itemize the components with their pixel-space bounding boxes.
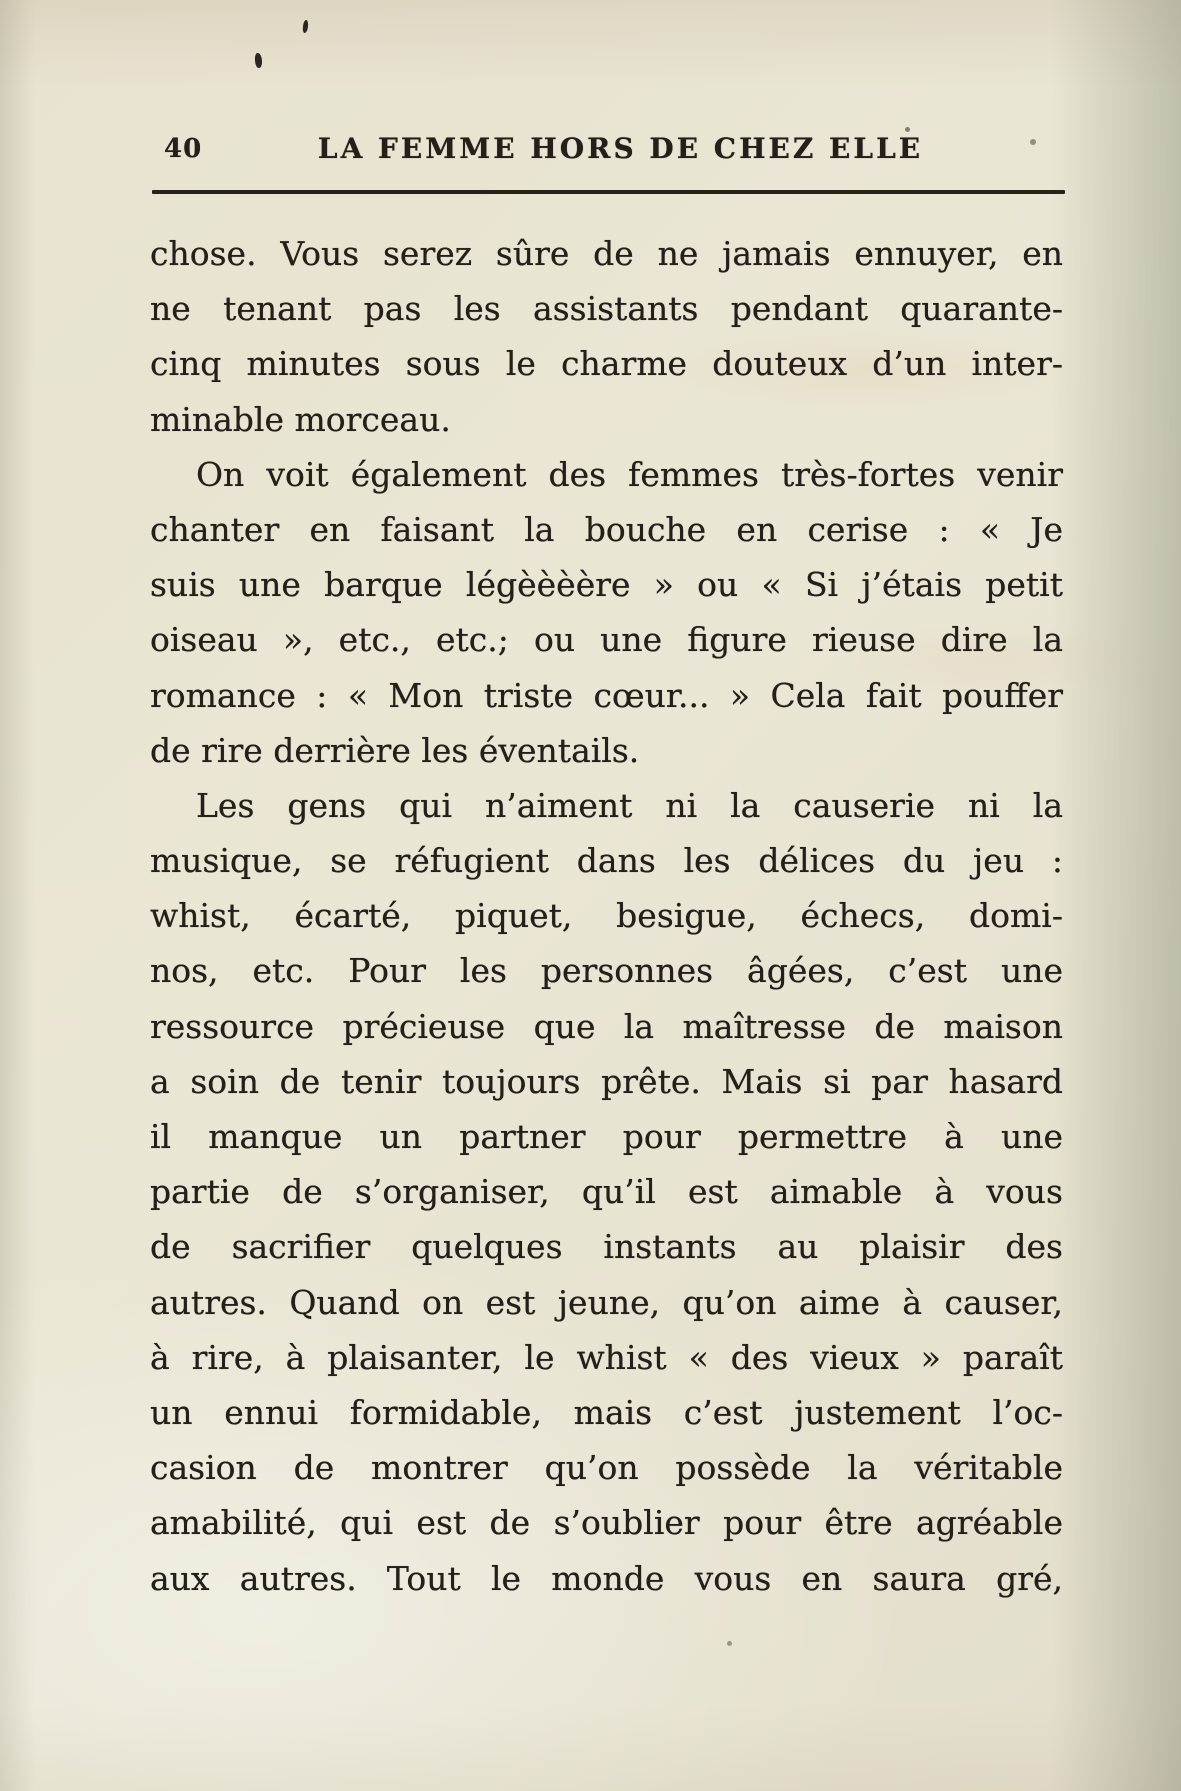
text-line: romance : « Mon triste cœur... » Cela fait pouffer [150, 675, 1063, 715]
text-line: whist, écarté, piquet, besigue, échecs, domi- [150, 896, 1063, 936]
text-line: ne tenant pas les assistants pendant quarante- [150, 289, 1063, 329]
running-title: LA FEMME HORS DE CHEZ ELLE [317, 132, 924, 165]
page-content [150, 120, 1067, 1606]
text-line: amabilité, qui est de s’oublier pour être agréable [150, 1503, 1063, 1543]
text-line: musique, se réfugient dans les délices du jeu : [150, 841, 1063, 881]
text-line: de sacrifier quelques instants au plaisir des [150, 1227, 1063, 1267]
header-rule [152, 190, 1065, 194]
text-line: minable morceau. [150, 399, 451, 439]
text-line: suis une barque légèèèère » ou « Si j’étais petit [150, 565, 1063, 605]
text-line: casion de montrer qu’on possède la véritable [150, 1448, 1063, 1488]
text-line: il manque un partner pour permettre à une [150, 1117, 1063, 1156]
text-line: de rire derrière les éventails. [150, 730, 640, 770]
text-line: aux autres. Tout le monde vous en saura gré, [150, 1558, 1063, 1598]
text-line: a soin de tenir toujours prête. Mais si par hasard [150, 1061, 1063, 1101]
page-header [150, 120, 1067, 172]
ink-speck [302, 20, 309, 34]
page-body [150, 226, 1067, 1606]
page-number: 40 [164, 134, 203, 164]
text-line: ressource précieuse que la maîtresse de maison [150, 1006, 1063, 1046]
text-line: cinq minutes sous le charme douteux d’un inter- [150, 344, 1063, 384]
text-line: partie de s’organiser, qu’il est aimable à vous [150, 1172, 1063, 1212]
text-line: à rire, à plaisanter, le whist « des vieux » paraît [150, 1337, 1063, 1377]
paper-dot [727, 1641, 732, 1646]
text-line: autres. Quand on est jeune, qu’on aime à causer, [150, 1282, 1063, 1322]
text-line: Les gens qui n’aiment ni la causerie ni la [196, 785, 1063, 825]
text-line: chanter en faisant la bouche en cerise : « Je [150, 509, 1063, 549]
text-line: On voit également des femmes très-fortes venir [196, 454, 1063, 494]
text-line: oiseau », etc., etc.; ou une figure rieuse dire la [150, 620, 1063, 660]
text-line: nos, etc. Pour les personnes âgées, c’est une [150, 951, 1063, 991]
ink-speck [254, 53, 262, 68]
text-line: un ennui formidable, mais c’est justement l’oc- [150, 1392, 1063, 1432]
text-line: chose. Vous serez sûre de ne jamais ennuyer, en [150, 234, 1063, 273]
